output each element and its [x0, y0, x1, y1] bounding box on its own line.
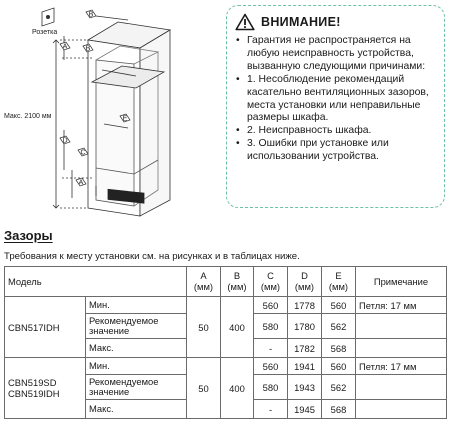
- warning-item: • Гарантия не распространяется на любую неисправность устройства, вызванную следующими причинами:: [235, 35, 438, 74]
- value-b: 400: [221, 297, 254, 358]
- value-e: 562: [322, 314, 356, 339]
- letter-e: E: [122, 115, 128, 123]
- condition-cell: Мин.: [86, 297, 187, 314]
- note-cell: [356, 314, 447, 339]
- header-note: Примечание: [356, 267, 447, 297]
- value-d: 1780: [288, 314, 322, 339]
- max-height-label: Макс. 2100 мм: [4, 113, 52, 120]
- value-c: -: [254, 339, 288, 358]
- note-cell: Петля: 17 мм: [356, 358, 447, 375]
- cabinet-drawing: [0, 0, 222, 232]
- warning-header: [235, 12, 438, 32]
- value-e: 560: [322, 358, 356, 375]
- letter-d: D: [62, 137, 68, 145]
- header-b: B (мм): [221, 267, 254, 297]
- value-d: 1945: [288, 400, 322, 419]
- warning-item: • 3. Ошибки при установке или использовании устройства.: [235, 138, 438, 164]
- warning-box: [226, 5, 445, 208]
- letter-b-mid: B: [85, 45, 91, 53]
- value-c: 580: [254, 375, 288, 400]
- condition-cell: Мин.: [86, 358, 187, 375]
- value-a: 50: [187, 297, 221, 358]
- value-c: 560: [254, 358, 288, 375]
- condition-cell: Рекомендуемое значение: [86, 375, 187, 400]
- value-d: 1782: [288, 339, 322, 358]
- warning-item: • 1. Несоблюдение рекомендаций касательно вентиляционных зазоров, места установки или неправильные размеры шкафа.: [235, 74, 438, 126]
- installation-diagram: [0, 0, 222, 232]
- socket-label: Розетка: [32, 29, 58, 36]
- note-cell: Петля: 17 мм: [356, 297, 447, 314]
- header-model: Модель: [5, 267, 187, 297]
- header-a: A (мм): [187, 267, 221, 297]
- model-cell: CBN517IDH: [5, 297, 86, 358]
- model-cell: CBN519SD CBN519IDH: [5, 358, 86, 419]
- section-title: Зазоры: [4, 228, 53, 243]
- value-e: 568: [322, 339, 356, 358]
- letter-a-bottom: A: [78, 179, 84, 187]
- warning-triangle-icon: [235, 13, 255, 31]
- warning-item: • 2. Неисправность шкафа.: [235, 125, 438, 138]
- note-cell: [356, 339, 447, 358]
- value-e: 560: [322, 297, 356, 314]
- table-header-row: [5, 267, 447, 297]
- condition-cell: Макс.: [86, 400, 187, 419]
- value-a: 50: [187, 358, 221, 419]
- note-cell: [356, 400, 447, 419]
- value-b: 400: [221, 358, 254, 419]
- letter-b-top: B: [88, 11, 94, 19]
- warning-title: ВНИМАНИЕ!: [261, 15, 341, 29]
- condition-cell: Рекомендуемое значение: [86, 314, 187, 339]
- value-c: -: [254, 400, 288, 419]
- condition-cell: Макс.: [86, 339, 187, 358]
- value-e: 562: [322, 375, 356, 400]
- value-e: 568: [322, 400, 356, 419]
- header-d: D (мм): [288, 267, 322, 297]
- table-row: [5, 358, 447, 375]
- letter-a-top: A: [62, 43, 68, 51]
- letter-c: C: [80, 149, 86, 157]
- value-d: 1941: [288, 358, 322, 375]
- note-cell: [356, 375, 447, 400]
- table-row: [5, 297, 447, 314]
- value-d: 1943: [288, 375, 322, 400]
- value-d: 1778: [288, 297, 322, 314]
- value-c: 580: [254, 314, 288, 339]
- section-description: Требования к месту установки см. на рисунках и в таблицах ниже.: [4, 251, 300, 262]
- header-e: E (мм): [322, 267, 356, 297]
- header-c: C (мм): [254, 267, 288, 297]
- warning-list: [235, 35, 438, 164]
- clearance-table: [4, 266, 447, 419]
- value-c: 560: [254, 297, 288, 314]
